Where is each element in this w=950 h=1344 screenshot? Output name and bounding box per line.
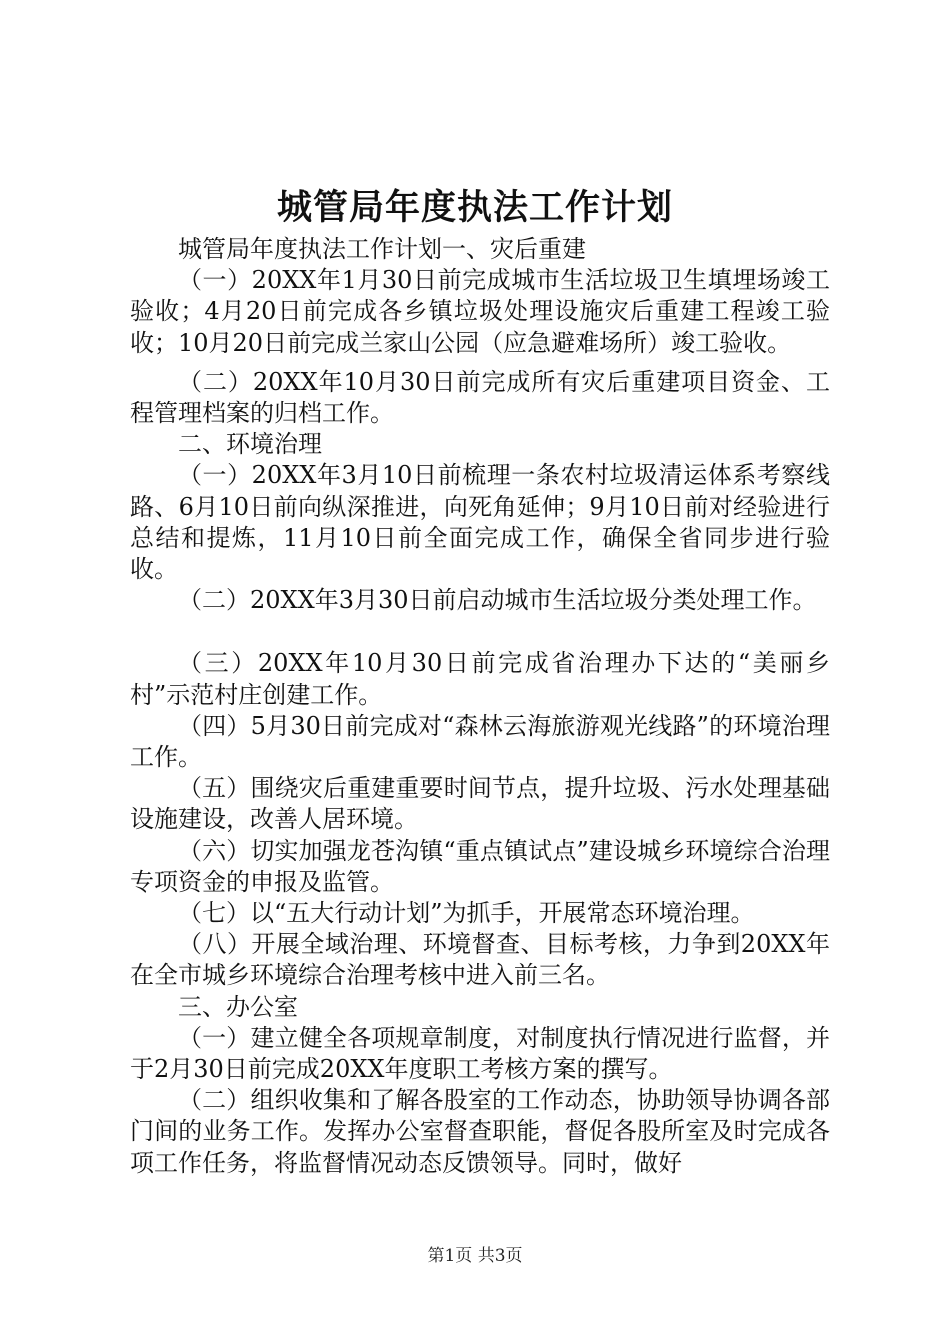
paragraph-office-2: （二）组织收集和了解各股室的工作动态，协助领导协调各部门间的业务工作。发挥办公室督查职能，督促各股所室及时完成各项工作任务，将监督情况动态反馈领导。同时，做好 <box>130 1086 830 1177</box>
paragraph-environment-6: （六）切实加强龙苍沟镇“重点镇试点”建设城乡环境综合治理专项资金的申报及监管。 <box>130 836 830 896</box>
paragraph-environment-8: （八）开展全域治理、环境督查、目标考核，力争到20XX年在全市城乡环境综合治理考核中进入前三名。 <box>130 930 830 990</box>
document-body <box>130 234 830 1179</box>
paragraph-environment-2: （二）20XX年3月30日前启动城市生活垃圾分类处理工作。 <box>178 586 817 615</box>
section-heading-environment: 二、环境治理 <box>178 430 322 459</box>
paragraph-office-1: （一）建立健全各项规章制度，对制度执行情况进行监督，并于2月30日前完成20XX年度职工考核方案的撰写。 <box>130 1023 830 1084</box>
paragraph-reconstruction-1: （一）20XX年1月30日前完成城市生活垃圾卫生填埋场竣工验收；4月20日前完成各乡镇垃圾处理设施灾后重建工程竣工验收；10月20日前完成兰家山公园（应急避难场所）竣工验收。 <box>130 266 830 357</box>
paragraph-reconstruction-2: （二）20XX年10月30日前完成所有灾后重建项目资金、工程管理档案的归档工作。 <box>130 367 830 428</box>
page-footer: 第1页 共3页 <box>427 1246 523 1266</box>
paragraph-environment-4: （四）5月30日前完成对“森林云海旅游观光线路”的环境治理工作。 <box>130 711 830 772</box>
paragraph-environment-3: （三）20XX年10月30日前完成省治理办下达的“美丽乡村”示范村庄创建工作。 <box>130 649 830 709</box>
paragraph-environment-1: （一）20XX年3月10日前梳理一条农村垃圾清运体系考察线路、6月10日前向纵深推进，向死角延伸；9月10日前对经验进行总结和提炼，11月10日前全面完成工作，确保全省同步进行验收。 <box>130 461 830 584</box>
paragraph-environment-5: （五）围绕灾后重建重要时间节点，提升垃圾、污水处理基础设施建设，改善人居环境。 <box>130 774 830 834</box>
document-title: 城管局年度执法工作计划 <box>276 187 673 228</box>
paragraph-environment-7: （七）以“五大行动计划”为抓手，开展常态环境治理。 <box>178 899 755 928</box>
paragraph-intro: 城管局年度执法工作计划一、灾后重建 <box>178 235 586 263</box>
section-heading-office: 三、办公室 <box>178 992 298 1021</box>
